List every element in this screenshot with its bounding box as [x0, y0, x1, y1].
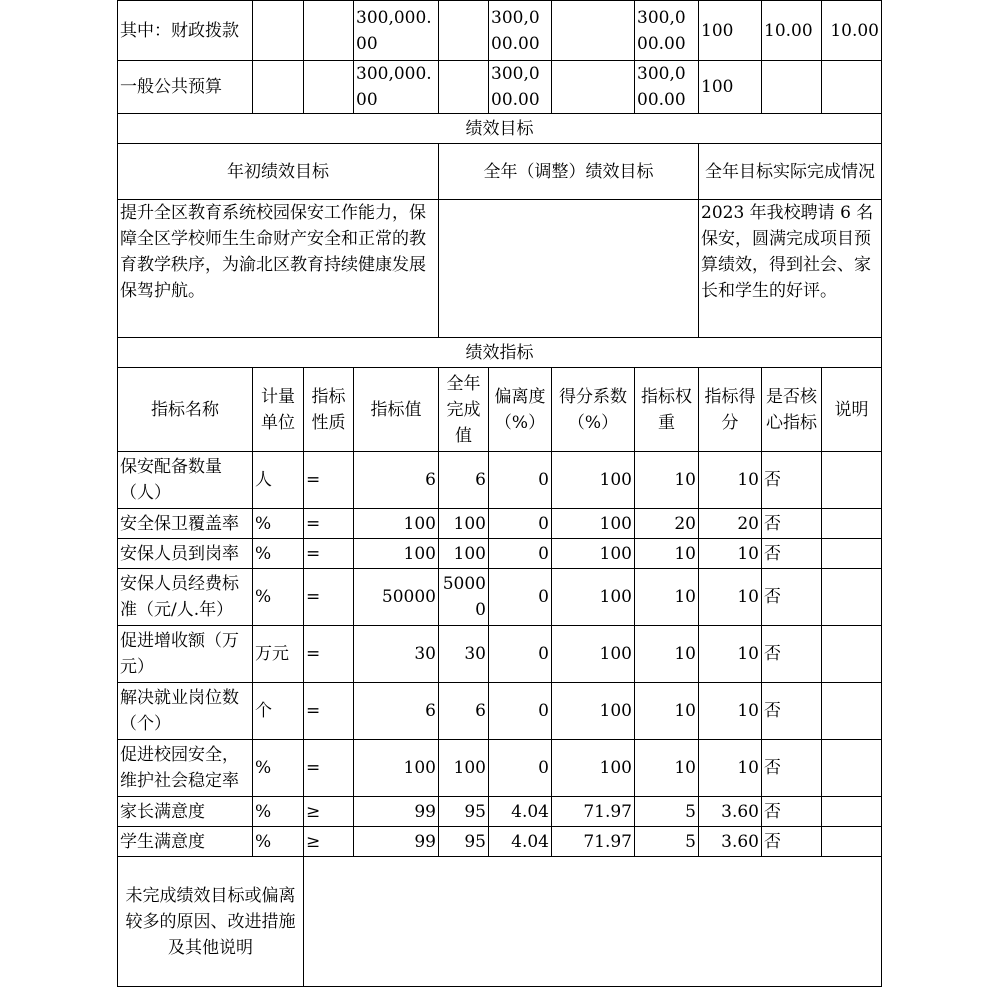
indicator-core: 否 — [762, 539, 822, 569]
header-note: 说明 — [822, 368, 882, 452]
indicator-coefficient: 100 — [552, 569, 635, 626]
indicator-unit: % — [253, 827, 304, 857]
indicator-note — [822, 569, 882, 626]
indicator-unit: % — [253, 569, 304, 626]
indicator-deviation: 0 — [489, 740, 552, 797]
indicator-unit: % — [253, 740, 304, 797]
indicator-row — [118, 626, 882, 683]
indicator-weight: 10 — [635, 539, 699, 569]
adjusted-goal-text — [439, 200, 699, 338]
indicator-deviation: 0 — [489, 683, 552, 740]
header-score: 指标得分 — [699, 368, 762, 452]
indicator-deviation: 0 — [489, 539, 552, 569]
indicator-note — [822, 539, 882, 569]
indicator-name: 保安配备数量（人） — [118, 452, 253, 509]
indicator-row — [118, 452, 882, 509]
goals-section-header — [118, 114, 882, 144]
indicator-note — [822, 452, 882, 509]
actual-value: 300,000.00 — [635, 61, 699, 114]
indicator-target: 6 — [354, 683, 439, 740]
header-deviation: 偏离度（%） — [489, 368, 552, 452]
indicator-deviation: 0 — [489, 569, 552, 626]
indicator-core: 否 — [762, 683, 822, 740]
indicator-nature: ≥ — [304, 797, 354, 827]
indicator-deviation: 4.04 — [489, 797, 552, 827]
empty-cell — [552, 1, 635, 61]
indicator-coefficient: 100 — [552, 740, 635, 797]
indicator-unit: % — [253, 509, 304, 539]
budget-adjusted-value: 300,000.00 — [489, 61, 552, 114]
funding-weight — [762, 61, 822, 114]
empty-cell — [304, 1, 354, 61]
funding-label: 一般公共预算 — [118, 61, 253, 114]
indicator-name: 解决就业岗位数（个） — [118, 683, 253, 740]
goals-section-title: 绩效目标 — [118, 114, 882, 144]
indicator-target: 50000 — [354, 569, 439, 626]
indicator-nature: = — [304, 569, 354, 626]
indicator-actual: 100 — [439, 509, 489, 539]
indicator-coefficient: 71.97 — [552, 827, 635, 857]
indicator-row — [118, 740, 882, 797]
header-actual: 全年完成值 — [439, 368, 489, 452]
indicator-note — [822, 740, 882, 797]
header-unit: 计量单位 — [253, 368, 304, 452]
indicator-name: 安保人员经费标准（元/人.年） — [118, 569, 253, 626]
header-weight: 指标权重 — [635, 368, 699, 452]
empty-cell — [304, 61, 354, 114]
initial-goal-text: 提升全区教育系统校园保安工作能力，保障全区学校师生生命财产安全和正常的教育教学秩序，为渝北区教育持续健康发展保驾护航。 — [118, 200, 439, 338]
indicator-coefficient: 100 — [552, 509, 635, 539]
indicator-row — [118, 569, 882, 626]
performance-report-sheet — [117, 0, 882, 987]
indicator-unit: % — [253, 797, 304, 827]
indicator-score: 10 — [699, 452, 762, 509]
indicator-name: 促进增收额（万元） — [118, 626, 253, 683]
indicator-nature: = — [304, 509, 354, 539]
header-coefficient: 得分系数（%） — [552, 368, 635, 452]
indicator-core: 否 — [762, 569, 822, 626]
indicator-nature: = — [304, 626, 354, 683]
indicator-target: 100 — [354, 539, 439, 569]
actual-goal-header: 全年目标实际完成情况 — [699, 144, 882, 200]
empty-cell — [253, 1, 304, 61]
header-core: 是否核心指标 — [762, 368, 822, 452]
indicator-note — [822, 683, 882, 740]
indicator-weight: 5 — [635, 827, 699, 857]
empty-cell — [253, 61, 304, 114]
indicator-note — [822, 626, 882, 683]
indicator-actual: 50000 — [439, 569, 489, 626]
indicator-target: 99 — [354, 827, 439, 857]
remarks-content — [304, 857, 882, 987]
indicator-core: 否 — [762, 626, 822, 683]
actual-goal-text: 2023 年我校聘请 6 名保安，圆满完成项目预算绩效，得到社会、家长和学生的好评。 — [699, 200, 882, 338]
indicator-row — [118, 683, 882, 740]
indicator-row — [118, 539, 882, 569]
indicator-actual: 100 — [439, 740, 489, 797]
indicator-row — [118, 509, 882, 539]
indicator-target: 100 — [354, 509, 439, 539]
indicator-score: 10 — [699, 539, 762, 569]
funding-score: 10.00 — [822, 1, 882, 61]
indicator-unit: % — [253, 539, 304, 569]
budget-adjusted-value: 300,000.00 — [489, 1, 552, 61]
indicator-target: 30 — [354, 626, 439, 683]
adjusted-goal-header: 全年（调整）绩效目标 — [439, 144, 699, 200]
indicator-coefficient: 100 — [552, 452, 635, 509]
funding-label: 其中：财政拨款 — [118, 1, 253, 61]
actual-value: 300,000.00 — [635, 1, 699, 61]
empty-cell — [439, 1, 489, 61]
indicator-unit: 万元 — [253, 626, 304, 683]
budget-start-value: 300,000.00 — [354, 61, 439, 114]
indicator-coefficient: 100 — [552, 683, 635, 740]
indicator-weight: 10 — [635, 452, 699, 509]
indicator-actual: 6 — [439, 452, 489, 509]
indicator-actual: 100 — [439, 539, 489, 569]
indicator-actual: 6 — [439, 683, 489, 740]
indicator-score: 10 — [699, 626, 762, 683]
indicator-unit: 个 — [253, 683, 304, 740]
indicator-actual: 95 — [439, 827, 489, 857]
indicator-target: 6 — [354, 452, 439, 509]
indicator-coefficient: 100 — [552, 626, 635, 683]
indicators-section-title: 绩效指标 — [118, 338, 882, 368]
execution-rate: 100 — [699, 1, 762, 61]
indicator-nature: = — [304, 452, 354, 509]
initial-goal-header: 年初绩效目标 — [118, 144, 439, 200]
indicator-score: 10 — [699, 569, 762, 626]
indicator-score: 10 — [699, 683, 762, 740]
indicator-note — [822, 827, 882, 857]
empty-cell — [552, 61, 635, 114]
indicator-deviation: 0 — [489, 626, 552, 683]
indicator-name: 家长满意度 — [118, 797, 253, 827]
indicator-core: 否 — [762, 797, 822, 827]
indicator-core: 否 — [762, 740, 822, 797]
indicator-weight: 20 — [635, 509, 699, 539]
performance-table — [117, 0, 882, 987]
indicator-row — [118, 797, 882, 827]
indicator-weight: 10 — [635, 626, 699, 683]
header-target: 指标值 — [354, 368, 439, 452]
indicator-weight: 10 — [635, 683, 699, 740]
indicator-unit: 人 — [253, 452, 304, 509]
header-indicator-name: 指标名称 — [118, 368, 253, 452]
indicator-nature: = — [304, 683, 354, 740]
indicator-name: 安全保卫覆盖率 — [118, 509, 253, 539]
indicator-actual: 30 — [439, 626, 489, 683]
indicator-coefficient: 100 — [552, 539, 635, 569]
indicators-section-header — [118, 338, 882, 368]
indicator-deviation: 0 — [489, 452, 552, 509]
indicator-score: 3.60 — [699, 827, 762, 857]
indicator-target: 99 — [354, 797, 439, 827]
header-nature: 指标性质 — [304, 368, 354, 452]
indicator-nature: = — [304, 539, 354, 569]
goals-header-row — [118, 144, 882, 200]
indicator-score: 20 — [699, 509, 762, 539]
indicator-nature: = — [304, 740, 354, 797]
indicator-core: 否 — [762, 827, 822, 857]
indicator-note — [822, 509, 882, 539]
indicator-deviation: 0 — [489, 509, 552, 539]
indicator-core: 否 — [762, 509, 822, 539]
indicator-note — [822, 797, 882, 827]
indicator-name: 促进校园安全，维护社会稳定率 — [118, 740, 253, 797]
empty-cell — [439, 61, 489, 114]
indicator-coefficient: 71.97 — [552, 797, 635, 827]
indicator-name: 学生满意度 — [118, 827, 253, 857]
indicator-deviation: 4.04 — [489, 827, 552, 857]
remarks-label: 未完成绩效目标或偏离较多的原因、改进措施及其他说明 — [118, 857, 304, 987]
execution-rate: 100 — [699, 61, 762, 114]
indicator-weight: 5 — [635, 797, 699, 827]
remarks-row — [118, 857, 882, 987]
indicator-core: 否 — [762, 452, 822, 509]
funding-score — [822, 61, 882, 114]
funding-row — [118, 61, 882, 114]
indicator-weight: 10 — [635, 740, 699, 797]
funding-row — [118, 1, 882, 61]
indicator-weight: 10 — [635, 569, 699, 626]
indicator-score: 3.60 — [699, 797, 762, 827]
budget-start-value: 300,000.00 — [354, 1, 439, 61]
indicator-score: 10 — [699, 740, 762, 797]
indicator-nature: ≥ — [304, 827, 354, 857]
goals-content-row — [118, 200, 882, 338]
indicator-name: 安保人员到岗率 — [118, 539, 253, 569]
funding-weight: 10.00 — [762, 1, 822, 61]
indicator-target: 100 — [354, 740, 439, 797]
indicator-row — [118, 827, 882, 857]
indicator-actual: 95 — [439, 797, 489, 827]
indicators-header-row — [118, 368, 882, 452]
